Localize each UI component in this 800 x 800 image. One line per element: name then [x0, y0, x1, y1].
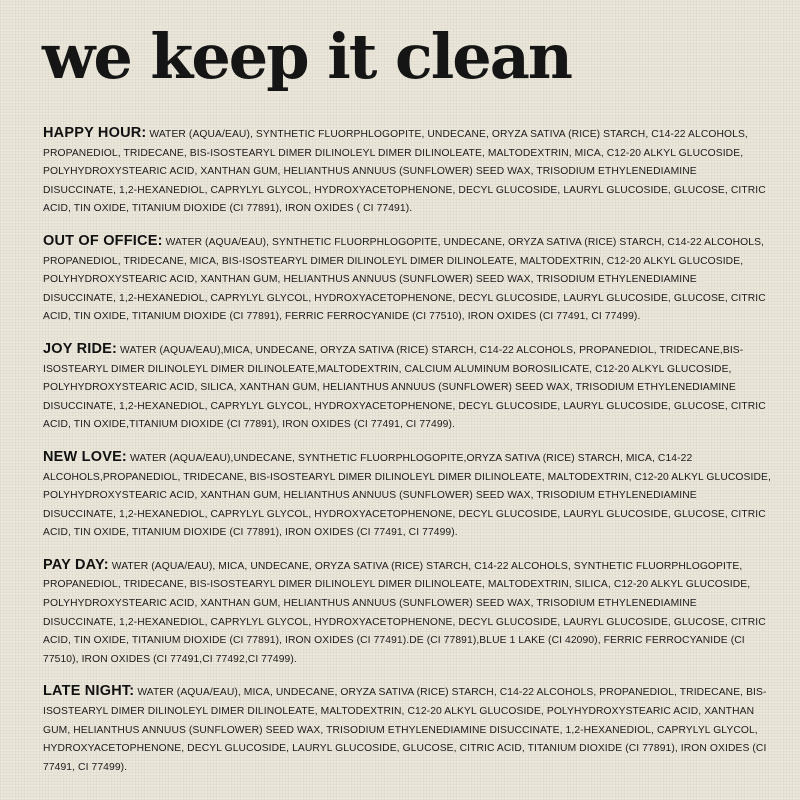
- ingredients-paragraph: [43, 556, 771, 670]
- product-name: PAY DAY:: [43, 556, 109, 573]
- ingredients-text: WATER (AQUA/EAU), MICA, UNDECANE, ORYZA SATIVA (RICE) STARCH, C14-22 ALCOHOLS, PROPANEDIOL, TRIDECANE, BIS-ISOSTEARYL DIMER DILINOLEYL DIMER DILINOLEATE, MALTODEXTRIN, C12-20 ALKYL GLUCOSIDE, POLYHYDROXYSTEARIC ACID, XANTHAN GUM, HELIANTHUS ANNUUS (SUNFLOWER) SEED WAX, TRISODIUM ETHYLENEDIAMINE DISUCCINATE, 1,2-HEXANEDIOL, CAPRYLYL GLYCOL, HYDROXYACETOPHENONE, DECYL GLUCOSIDE, LAURYL GLUCOSIDE, GLUCOSE, CITRIC ACID, TITANIUM DIOXIDE (CI 77891), IRON OXIDES (CI 77491, CI 77499).: [43, 687, 767, 773]
- product-section-happy-hour: [43, 124, 771, 219]
- product-section-late-night: [43, 682, 771, 777]
- ingredients-paragraph: [43, 448, 771, 543]
- product-section-out-of-office: [43, 232, 771, 327]
- ingredients-text: WATER (AQUA/EAU), SYNTHETIC FLUORPHLOGOPITE, UNDECANE, ORYZA SATIVA (RICE) STARCH, C14-22 ALCOHOLS, PROPANEDIOL, TRIDECANE, MICA, BIS-ISOSTEARYL DIMER DILINOLEYL DIMER DILINOLEATE, MALTODEXTRIN, C12-20 ALKYL GLUCOSIDE, POLYHYDROXYSTEARIC ACID, XANTHAN GUM, HELIANTHUS ANNUUS (SUNFLOWER) SEED WAX, TRISODIUM ETHYLENEDIAMINE DISUCCINATE, 1,2-HEXANEDIOL, CAPRYLYL GLYCOL, HYDROXYACETOPHENONE, DECYL GLUCOSIDE, LAURYL GLUCOSIDE, GLUCOSE, CITRIC ACID, TIN OXIDE, TITANIUM DIOXIDE (CI 77891), FERRIC FERROCYANIDE (CI 77510), IRON OXIDES (CI 77491, CI 77499).: [43, 236, 766, 323]
- ingredients-paragraph: [43, 340, 771, 435]
- ingredients-paragraph: [43, 682, 771, 777]
- product-name: LATE NIGHT:: [43, 683, 135, 700]
- ingredients-paragraph: [43, 124, 771, 219]
- product-name: OUT OF OFFICE:: [43, 232, 163, 249]
- product-section-new-love: [43, 448, 771, 543]
- ingredients-list: [43, 124, 771, 790]
- ingredients-text: WATER (AQUA/EAU),UNDECANE, SYNTHETIC FLUORPHLOGOPITE,ORYZA SATIVA (RICE) STARCH, MICA, C14-22 ALCOHOLS,PROPANEDIOL, TRIDECANE, BIS-ISOSTEARYL DIMER DILINOLEYL DIMER DILINOLEATE, MALTODEXTRIN, C12-20 ALKYL GLUCOSIDE, POLYHYDROXYSTEARIC ACID, XANTHAN GUM, HELIANTHUS ANNUUS (SUNFLOWER) SEED WAX, TRISODIUM ETHYLENEDIAMINE DISUCCINATE, 1,2-HEXANEDIOL, CAPRYLYL GLYCOL, HYDROXYACETOPHENONE, DECYL GLUCOSIDE, LAURYL GLUCOSIDE, GLUCOSE, CITRIC ACID, TIN OXIDE, TITANIUM DIOXIDE (CI 77891), IRON OXIDES (CI 77491, CI 77499).: [43, 452, 771, 539]
- product-section-joy-ride: [43, 340, 771, 435]
- product-section-pay-day: [43, 556, 771, 670]
- ingredients-text: WATER (AQUA/EAU),MICA, UNDECANE, ORYZA SATIVA (RICE) STARCH, C14-22 ALCOHOLS, PROPANEDIOL, TRIDECANE,BIS-ISOSTEARYL DIMER DILINOLEYL DIMER DILINOLEATE,MALTODEXTRIN, CALCIUM ALUMINUM BOROSILICATE, C12-20 ALKYL GLUCOSIDE, POLYHYDROXYSTEARIC ACID, SILICA, XANTHAN GUM, HELIANTHUS ANNUUS (SUNFLOWER) SEED WAX, TRISODIUM ETHYLENEDIAMINE DISUCCINATE, 1,2-HEXANEDIOL, CAPRYLYL GLYCOL, HYDROXYACETOPHENONE, DECYL GLUCOSIDE, LAURYL GLUCOSIDE, GLUCOSE, CITRIC ACID, TIN OXIDE,TITANIUM DIOXIDE (CI 77891), IRON OXIDES (CI 77491, CI 77499).: [43, 344, 766, 431]
- ingredients-text: WATER (AQUA/EAU), MICA, UNDECANE, ORYZA SATIVA (RICE) STARCH, C14-22 ALCOHOLS, SYNTHETIC FLUORPHLOGOPITE, PROPANEDIOL, TRIDECANE, BIS-ISOSTEARYL DIMER DILINOLEYL DIMER DILINOLEATE, MALTODEXTRIN, SILICA, C12-20 ALKYL GLUCOSIDE, POLYHYDROXYSTEARIC ACID, XANTHAN GUM, HELIANTHUS ANNUUS (SUNFLOWER) SEED WAX, TRISODIUM ETHYLENEDIAMINE DISUCCINATE, 1,2-HEXANEDIOL, CAPRYLYL GLYCOL, HYDROXYACETOPHENONE, DECYL GLUCOSIDE, LAURYL GLUCOSIDE, GLUCOSE, CITRIC ACID, TIN OXIDE, TITANIUM DIOXIDE (CI 77891), IRON OXIDES (CI 77491).DE (CI 77891),BLUE 1 LAKE (CI 42090), FERRIC FERROCYANIDE (CI 77510), IRON OXIDES (CI 77491,CI 77492,CI 77499).: [43, 560, 766, 665]
- ingredients-text: WATER (AQUA/EAU), SYNTHETIC FLUORPHLOGOPITE, UNDECANE, ORYZA SATIVA (RICE) STARCH, C14-22 ALCOHOLS, PROPANEDIOL, TRIDECANE, BIS-ISOSTEARYL DIMER DILINOLEYL DIMER DILINOLEATE, MALTODEXTRIN, MICA, C12-20 ALKYL GLUCOSIDE, POLYHYDROXYSTEARIC ACID, XANTHAN GUM, HELIANTHUS ANNUUS (SUNFLOWER) SEED WAX, TRISODIUM ETHYLENEDIAMINE DISUCCINATE, 1,2-HEXANEDIOL, CAPRYLYL GLYCOL, HYDROXYACETOPHENONE, DECYL GLUCOSIDE, LAURYL GLUCOSIDE, GLUCOSE, CITRIC ACID, TIN OXIDE, TITANIUM DIOXIDE (CI 77891), IRON OXIDES ( CI 77491).: [43, 129, 766, 215]
- ingredients-paragraph: [43, 232, 771, 327]
- page-title: we keep it clean: [42, 20, 571, 93]
- product-name: HAPPY HOUR:: [43, 125, 147, 141]
- product-name: JOY RIDE:: [43, 340, 118, 357]
- product-name: NEW LOVE:: [43, 448, 127, 465]
